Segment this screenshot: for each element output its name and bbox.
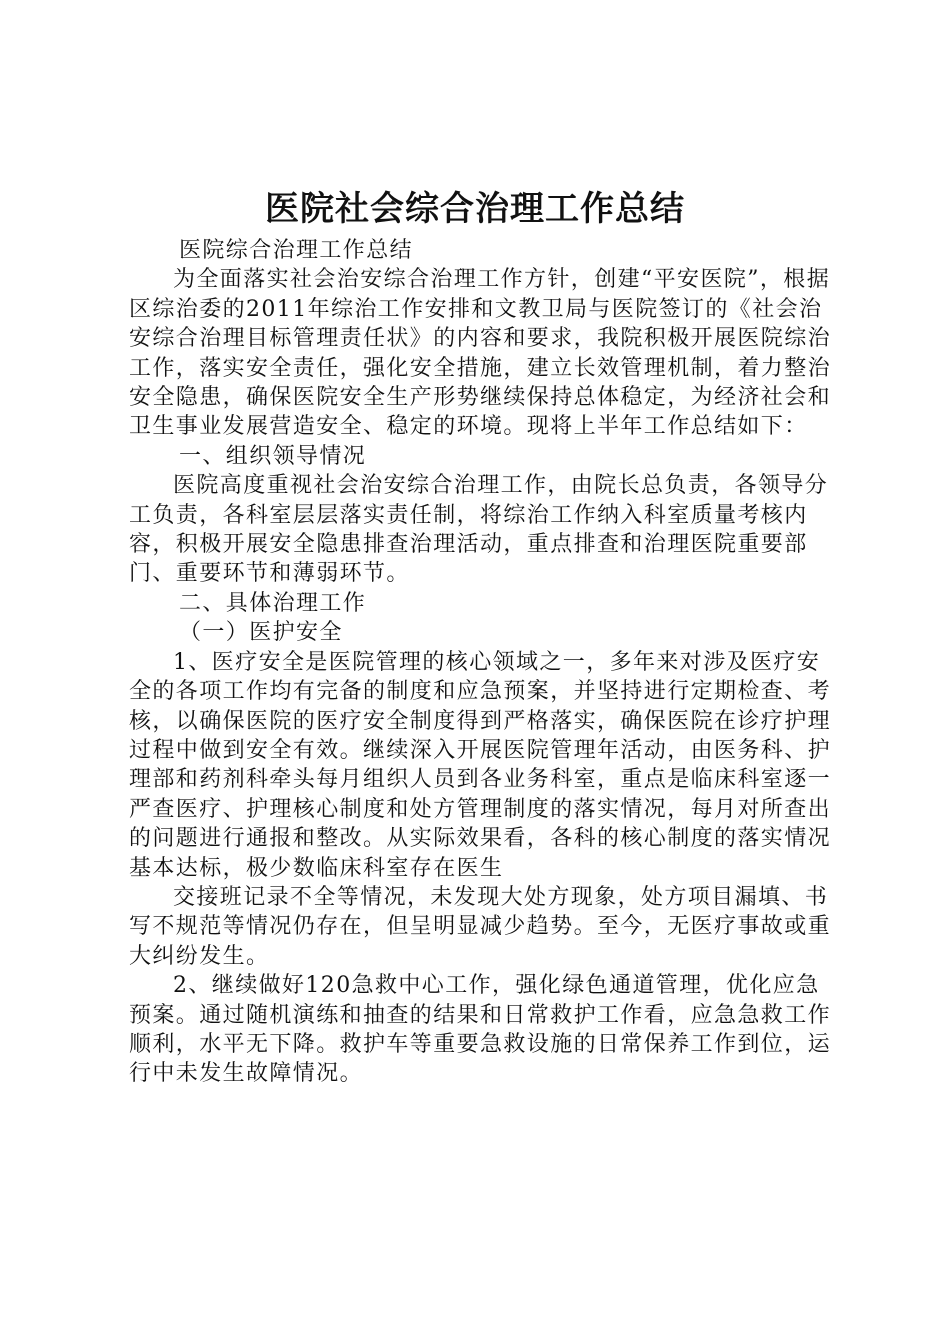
section-heading-organization: 一、组织领导情况 [179,443,367,469]
medical-safety-paragraph-1-continued: 交接班记录不全等情况，未发现大处方现象，处方项目漏填、书写不规范等情况仍存在，但呈明显减少趋势。至今，无医疗事故或重大纠纷发生。 [129,884,832,969]
intro-paragraph: 为全面落实社会治安综合治理工作方针，创建“平安医院”，根据区综治委的2011年综治工作安排和文教卫局与医院签订的《社会治安综合治理目标管理责任状》的内容和要求，我院积极开展医院综治工作，落实安全责任，强化安全措施，建立长效管理机制，着力整治安全隐患，确保医院安全生产形势继续保持总体稳定，为经济社会和卫生事业发展营造安全、稳定的环境。现将上半年工作总结如下： [129,267,832,440]
document-body [129,236,831,1089]
medical-safety-paragraph-1: 1、医疗安全是医院管理的核心领域之一，多年来对涉及医疗安全的各项工作均有完备的制度和应急预案，并坚持进行定期检查、考核，以确保医院的医疗安全制度得到严格落实，确保医院在诊疗护理过程中做到安全有效。继续深入开展医院管理年活动，由医务科、护理部和药剂科牵头每月组织人员到各业务科室，重点是临床科室逐一严查医疗、护理核心制度和处方管理制度的落实情况，每月对所查出的问题进行通报和整改。从实际效果看，各科的核心制度的落实情况基本达标，极少数临床科室存在医生 [129,649,832,881]
subtitle-line: 医院综合治理工作总结 [179,238,414,263]
subsection-heading-medical-safety: （一）医护安全 [179,620,343,646]
document-title: 医院社会综合治理工作总结 [265,189,685,229]
organization-paragraph: 医院高度重视社会治安综合治理工作，由院长总负责，各领导分工负责，各科室层层落实责任制，将综治工作纳入科室质量考核内容，积极开展安全隐患排查治理活动，重点排查和治理医院重要部门、重要环节和薄弱环节。 [129,473,829,587]
section-heading-specific-work: 二、具体治理工作 [179,590,367,616]
medical-safety-paragraph-2: 2、继续做好120急救中心工作，强化绿色通道管理，优化应急预案。通过随机演练和抽查的结果和日常救护工作看，应急急救工作顺利，水平无下降。救护车等重要急救设施的日常保养工作到位，运行中未发生故障情况。 [129,973,832,1087]
